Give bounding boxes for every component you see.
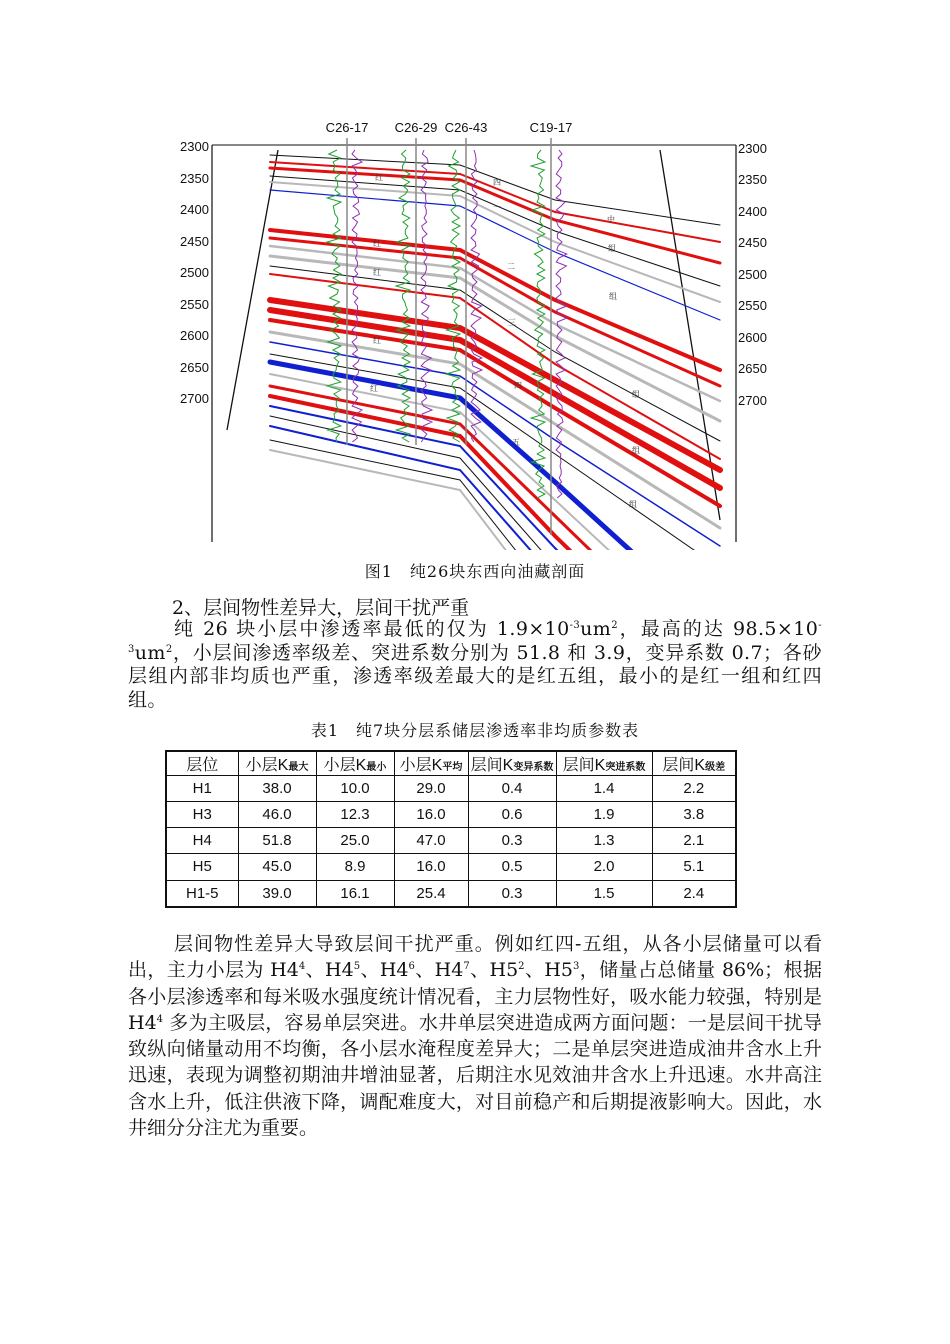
resistivity-log-curve [471,150,482,442]
zone-label: 四 [493,178,501,187]
depth-tick-left: 2350 [180,171,209,186]
zone-label: 中 [607,215,615,224]
superscript: 4 [298,961,306,973]
zone-label: 组 [632,390,640,399]
depth-tick-right: 2650 [738,361,767,376]
superscript: 2 [518,961,525,973]
depth-tick-right: 2300 [738,141,767,156]
zone-label: 红 [373,336,381,345]
depth-tick-left: 2550 [180,297,209,312]
text-span: ，最高的达 98.5×10 [618,618,819,640]
table-cell: 39.0 [238,880,316,907]
paragraph-permeability [128,618,822,712]
zone-label: 红 [373,268,381,277]
table-cell: 0.3 [468,828,556,854]
table-cell: 2.1 [652,828,736,854]
table-cell: 16.0 [394,802,468,828]
text-span: 层间物性差异大导致层间干扰严重。例如红四-五组，从各小层储量可以看出，主力小层为 H4 [128,933,822,982]
table-cell: 1.3 [556,828,652,854]
depth-tick-right: 2350 [738,172,767,187]
depth-tick-left: 2600 [180,328,209,343]
table-cell: 16.0 [394,854,468,880]
zone-label: 组 [629,500,637,509]
table-cell: 2.0 [556,854,652,880]
table-row [166,776,736,802]
table-header-row [166,751,736,776]
text-span: 纯 26 块小层中渗透率最低的仅为 1.9×10 [174,618,570,640]
heterogeneity-table [165,750,735,908]
superscript: 2 [165,643,173,655]
table-cell: H5 [166,854,238,880]
table-cell: 25.0 [316,828,394,854]
figure-caption: 图1 纯26块东西向油藏剖面 [364,562,586,581]
depth-tick-right: 2550 [738,298,767,313]
superscript: -3 [569,620,581,631]
table-row [166,828,736,854]
depth-tick-left: 2300 [180,139,209,154]
header-cell: 层间K变异系数 [468,751,556,776]
table-cell: H1 [166,776,238,802]
superscript: 6 [408,961,415,973]
zone-label: 组 [632,446,640,455]
depth-tick-right: 2400 [738,204,767,219]
table-cell: 2.4 [652,880,736,907]
layer-band [270,182,720,302]
text-span: 、H5 [524,959,573,982]
table-cell: 16.1 [316,880,394,907]
table-cell: 29.0 [394,776,468,802]
table-cell: H1-5 [166,880,238,907]
zone-label: 四 [514,381,522,390]
reservoir-section-figure [160,110,800,550]
table-cell: 38.0 [238,776,316,802]
zone-label: 组 [609,292,617,301]
zone-label: 五 [512,438,520,447]
table-cell: 3.8 [652,802,736,828]
zone-label: 一 [493,203,501,212]
resistivity-log-curve [352,150,362,442]
table-cell: 0.3 [468,880,556,907]
table-cell: 1.5 [556,880,652,907]
well-label-c26-17: C26-17 [325,120,369,135]
table-cell: 46.0 [238,802,316,828]
table-row [166,880,736,907]
superscript: 7 [463,961,470,973]
depth-tick-right: 2450 [738,235,767,250]
header-cell: 层间K级差 [652,751,736,776]
zone-label: 红 [370,384,378,393]
well-label-c26-29: C26-29 [394,120,438,135]
header-cell: 层间K突进系数 [556,751,652,776]
text-span: 、H4 [360,959,409,982]
table-row [166,802,736,828]
table-row [166,854,736,880]
table-cell: H4 [166,828,238,854]
text-span: um [580,618,612,640]
depth-tick-left: 2650 [180,360,209,375]
table-cell: 25.4 [394,880,468,907]
depth-tick-left: 2700 [180,391,209,406]
table-cell: 47.0 [394,828,468,854]
header-cell: 层位 [166,751,238,776]
table-cell: 1.4 [556,776,652,802]
fault-left [227,150,278,430]
zone-label: 三 [508,318,516,327]
table-caption: 表1 纯7块分层系储层渗透率非均质参数表 [310,721,640,740]
superscript: 3 [573,961,580,973]
header-cell: 小层K最大 [238,751,316,776]
depth-tick-right: 2700 [738,393,767,408]
table-cell: 5.1 [652,854,736,880]
depth-tick-right: 2600 [738,330,767,345]
table-cell: 1.9 [556,802,652,828]
header-cell: 小层K最小 [316,751,394,776]
superscript: 5 [353,961,361,973]
superscript: 4 [156,1013,164,1025]
table-cell: 8.9 [316,854,394,880]
header-cell: 小层K平均 [394,751,468,776]
well-label-c26-43: C26-43 [444,120,488,135]
well-label-c19-17: C19-17 [529,120,573,135]
table-cell: 0.5 [468,854,556,880]
zone-label: 红 [373,239,381,248]
table-cell: 0.4 [468,776,556,802]
paragraph-interference [128,931,822,1141]
text-span: 、H4 [305,959,354,982]
table-cell: H3 [166,802,238,828]
sp-log-curve [396,150,410,442]
depth-tick-right: 2500 [738,267,767,282]
section-heading: 2、层间物性差异大，层间干扰严重 [172,597,470,619]
text-span: um [134,641,166,664]
cross-section-drawing [160,110,800,550]
depth-tick-left: 2400 [180,202,209,217]
table-cell: 0.6 [468,802,556,828]
text-span: ，储量占总储量 86%；根据各小层渗透率和每米吸水强度统计情况看，主力层物性好，吸水能力较强，特别是 H4 [128,959,822,1034]
zone-label: 红 [375,173,383,182]
table-cell: 10.0 [316,776,394,802]
table-cell: 2.2 [652,776,736,802]
table-cell: 12.3 [316,802,394,828]
superscript: 2 [611,620,618,631]
depth-tick-left: 2450 [180,234,209,249]
depth-tick-left: 2500 [180,265,209,280]
zone-label: 组 [608,244,616,253]
superscript: -3 [128,620,822,655]
table-cell: 45.0 [238,854,316,880]
table-cell: 51.8 [238,828,316,854]
text-span: 、H5 [469,959,519,982]
text-span: ，小层间渗透率级差、突进系数分别为 51.8 和 3.9，变异系数 0.7；各砂层组内部非均质也严重，渗透率级差最大的是红五组，最小的是红一组和红四组。 [128,641,822,711]
text-span: 多为主吸层，容易单层突进。水井单层突进造成两方面问题：一是层间干扰导致纵向储量动用不均衡，各小层水淹程度差异大；二是单层突进造成油井含水上升迅速，表现为调整初期油井增油显著，后期注水见效油井含水上升迅速。水井高注含水上升，低注供液下降，调配难度大，对目前稳产和后期提液影响大。因此，水井细分分注尤为重要。 [128,1011,822,1140]
text-span: 、H4 [414,959,464,982]
zone-label: 二 [507,262,515,271]
